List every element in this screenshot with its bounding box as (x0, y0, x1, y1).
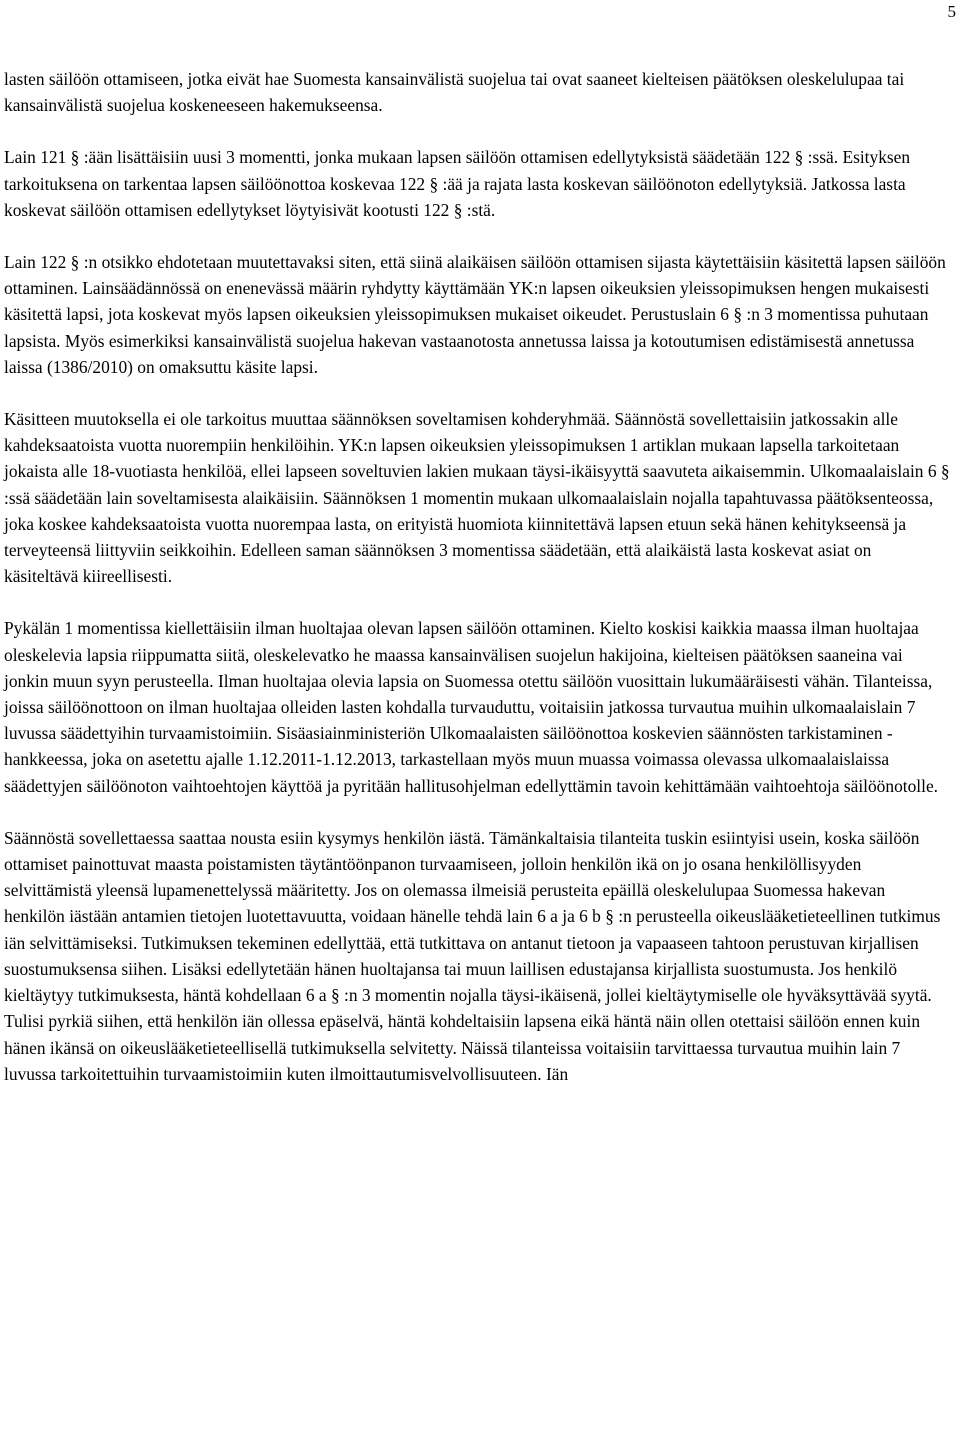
page-number: 5 (947, 2, 956, 21)
paragraph-1: lasten säilöön ottamiseen, jotka eivät hae Suomesta kansainvälistä suojelua tai ovat saaneet kielteisen päätöksen oleskelulupaa tai kansainvälistä suojelua koskeneeseen hakemukseensa. (4, 69, 905, 116)
paragraph-4: Käsitteen muutoksella ei ole tarkoitus muuttaa säännöksen soveltamisen kohderyhmää. Säännöstä sovellettaisiin jatkossakin alle kahdeksaatoista vuotta nuorempiin henkilöihin. YK:n lapsen oikeuksien yleissopimuksen 1 artiklan mukaan lapsella tarkoitetaan jokaista alle 18-vuotiasta henkilöä, ellei lapseen soveltuvien lakien mukaan täysi-ikäisyyttä saavuteta aikaisemmin. Ulkomaalaislain 6 § :ssä säädetään lain soveltamisesta alaikäisiin. Säännöksen 1 momentin mukaan ulkomaalaislain nojalla tapahtuvassa päätöksenteossa, joka koskee kahdeksaatoista vuotta nuorempaa lasta, on erityistä huomiota kiinnitettävä lapsen etuun sekä hänen kehitykseensä ja terveyteensä liittyviin seikkoihin. Edelleen saman säännöksen 3 momentissa säädetään, että alaikäistä lasta koskevat asiat on käsiteltävä kiireellisesti. (4, 409, 950, 587)
paragraph-3: Lain 122 § :n otsikko ehdotetaan muutettavaksi siten, että siinä alaikäisen säilöön ottamisen sijasta käytettäisiin käsitettä lapsen säilöön ottaminen. Lainsäädännössä on enenevässä määrin ryhdytty käyttämään YK:n lapsen oikeuksien yleissopimuksen hengen mukaisesti käsitettä lapsi, jota koskevat myös lapsen oikeuksien yleissopimuksen mukaiset oikeudet. Perustuslain 6 § :n 3 momentissa puhutaan lapsista. Myös esimerkiksi kansainvälistä suojelua hakevan vastaanotosta annetussa laissa ja kotoutumisen edistämisestä annetussa laissa (1386/2010) on omaksuttu käsite lapsi. (4, 252, 946, 377)
paragraph-6: Säännöstä sovellettaessa saattaa nousta esiin kysymys henkilön iästä. Tämänkaltaisia tilanteita tuskin esiintyisi usein, koska säilöön ottamiset painottuvat maasta poistamisten täytäntöönpanon turvaamiseen, jolloin henkilön ikä on jo osana henkilöllisyyden selvittämistä yleensä lupamenettelyssä määritetty. Jos on olemassa ilmeisiä perusteita epäillä oleskelulupaa Suomessa hakevan henkilön iästään antamien tietojen luotettavuutta, voidaan hänelle tehdä lain 6 a ja 6 b § :n perusteella oikeuslääketieteellinen tutkimus iän selvittämiseksi. Tutkimuksen tekeminen edellyttää, että tutkittava on antanut tietoon ja vapaaseen tahtoon perustuvan kirjallisen suostumuksensa siihen. Lisäksi edellytetään hänen huoltajansa tai muun laillisen edustajansa kirjallista suostumusta. Jos henkilö kieltäytyy tutkimuksesta, häntä kohdellaan 6 a § :n 3 momentin nojalla täysi-ikäisenä, jollei kieltäytymiselle ole hyväksyttävää syytä. Tulisi pyrkiä siihen, että henkilön iän ollessa epäselvä, häntä kohdeltaisiin lapsena eikä häntä näin ollen otettaisi säilöön ennen kuin hänen ikänsä on oikeuslääketieteellisellä tutkimuksella selvitetty. Näissä tilanteissa voitaisiin tarvittaessa turvautua muihin lain 7 luvussa tarkoitettuihin turvaamistoimiin kuten ilmoittautumisvelvollisuuteen. Iän (4, 827, 941, 1084)
body-text (4, 66, 950, 1113)
paragraph-2: Lain 121 § :ään lisättäisiin uusi 3 momentti, jonka mukaan lapsen säilöön ottamisen edellytyksistä säädetään 122 § :ssä. Esityksen tarkoituksena on tarkentaa lapsen säilöönottoa koskevaa 122 § :ää ja rajata lasta koskevan säilöönoton edellytyksiä. Jatkossa lasta koskevat säilöön ottamisen edellytykset löytyisivät kootusti 122 § :stä. (4, 147, 911, 220)
paragraph-5: Pykälän 1 momentissa kiellettäisiin ilman huoltajaa olevan lapsen säilöön ottaminen. Kielto koskisi kaikkia maassa ilman huoltajaa oleskelevia lapsia riippumatta siitä, oleskelevatko he maassa kansainvälisen suojelun hakijoina, kielteisen päätöksen saaneina vai jonkin muun syyn perusteella. Ilman huoltajaa olevia lapsia on Suomessa otettu säilöön vuosittain lukumääräisesti vähän. Tilanteissa, joissa säilöönottoon on ilman huoltajaa olleiden lasten kohdalla turvauduttu, voitaisiin jatkossa turvautua muihin ulkomaalaislain 7 luvussa säädettyihin turvaamistoimiin. Sisäasiainministeriön Ulkomaalaisten säilöönottoa koskevien säännösten tarkistaminen - hankkeessa, joka on asetettu ajalle 1.12.2011-1.12.2013, tarkastellaan myös muun muassa voimassa olevassa ulkomaalaislaissa säädettyjen säilöönoton vaihtoehtojen käyttöä ja pyritään hallitusohjelman edellyttämin tavoin kehittämään vaihtoehtoja säilöönotolle. (4, 618, 939, 796)
